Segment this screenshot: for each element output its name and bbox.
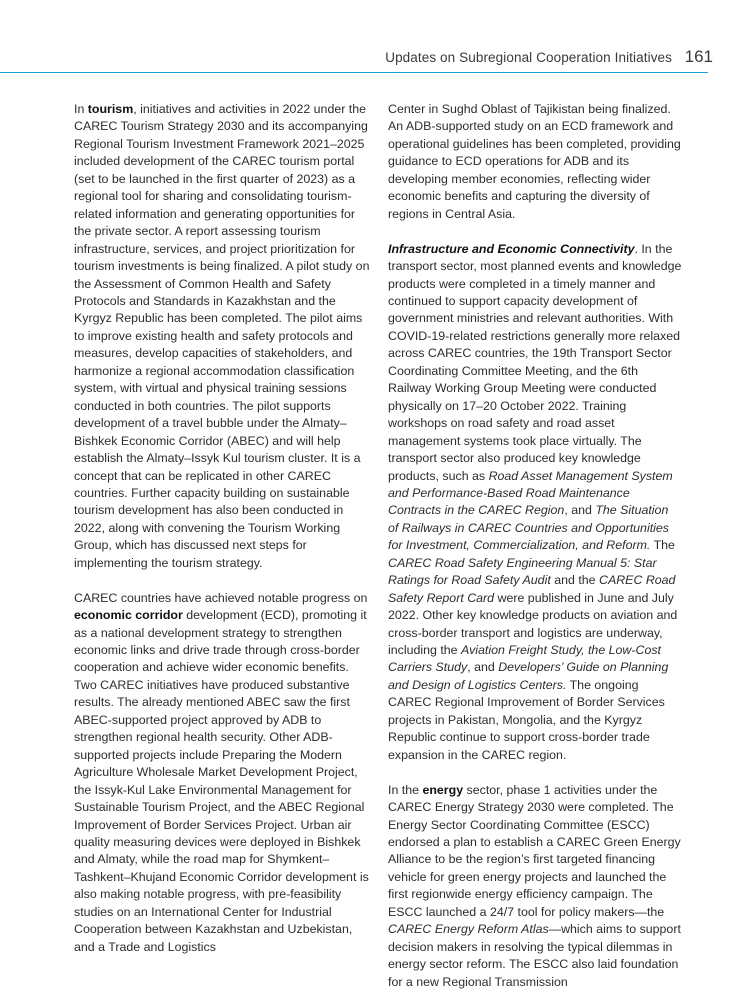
publication-title: CAREC Energy Reform Atlas (388, 922, 549, 937)
right-column (388, 101, 682, 991)
left-column (74, 101, 374, 956)
publication-title: The Situation of Railways in CAREC Countries and Opportunities for Investment, Commercialization, and Reform. (388, 503, 669, 553)
energy-paragraph: In the energy sector, phase 1 activities under the CAREC Energy Strategy 2030 were completed. The Energy Sector Coordinating Committee (ESCC) endorsed a plan to establish a CAREC Green Energy Alliance to be the region’s first targeted financing vehicle for green energy projects and launched the first regionwide energy efficiency campaign. The ESCC launched a 24/7 tool for policy makers—the CAREC Energy Reform Atlas—which aims to support decision makers in resolving the typical dilemmas in energy sector reform. The ESCC also laid foundation for a new Regional Transmission (388, 782, 681, 989)
term-energy: energy (422, 782, 464, 797)
publication-title: CAREC Road Safety Report Card (388, 573, 676, 605)
economic-corridor-paragraph: CAREC countries have achieved notable progress on economic corridor development (ECD), promoting it as a national development strategy to strengthen economic links and drive trade through cross-border cooperation and achieve wider economic benefits. Two CAREC initiatives have produced substantive results. The already mentioned ABEC saw the first ABEC-supported project approved by ADB to strengthen regional health security. Other ADB-supported projects include Preparing the Modern Agriculture Wholesale Market Development Project, the Issyk-Kul Lake Environmental Management for Sustainable Tourism Project, and the ABEC Regional Improvement of Border Services Project. Urban air quality measuring devices were deployed in Bishkek and Almaty, while the road map for Shymkent–Tashkent–Khujand Economic Corridor development is also making notable progress, with pre-feasibility studies on an International Center for Industrial Cooperation between Kazakhstan and Uzbekistan, and a Trade and Logistics (74, 590, 369, 954)
infrastructure-heading: Infrastructure and Economic Connectivity (388, 241, 635, 256)
tourism-paragraph: In tourism, initiatives and activities in 2022 under the CAREC Tourism Strategy 2030 and its accompanying Regional Tourism Investment Framework 2021–2025 included development of the CAREC tourism portal (set to be launched in the first quarter of 2023) as a regional tool for sharing and consolidating tourism-related information and generating opportunities for the private sector. A report assessing tourism infrastructure, services, and project prioritization for tourism investments is being finalized. A pilot study on the Assessment of Common Health and Safety Protocols and Standards in Kazakhstan and the Kyrgyz Republic has been completed. The pilot aims to improve existing health and safety protocols and measures, develop capacities of stakeholders, and harmonize a regional accommodation classification system, with virtual and physical training sessions conducted in both countries. The pilot supports development of a travel bubble under the Almaty–Bishkek Economic Corridor (ABEC) and will help establish the Almaty–Issyk Kul tourism cluster. It is a concept that can be replicated in other CAREC countries. Further capacity building on sustainable tourism development has also been conducted in 2022, along with convening the Tourism Working Group, which has discussed next steps for implementing the tourism strategy. (74, 102, 370, 570)
publication-title: Aviation Freight Study, the Low-Cost Carriers Study (388, 643, 661, 675)
header-rule (0, 72, 708, 73)
infrastructure-paragraph: Infrastructure and Economic Connectivity. In the transport sector, most planned events and knowledge products were completed in a timely manner and continued to support capacity development of government ministries and relevant authorities. With COVID-19-related restrictions generally more relaxed across CAREC countries, the 19th Transport Sector Coordinating Committee Meeting, and the 6th Railway Working Group Meeting were conducted physically on 17–20 October 2022. Training workshops on road safety and road asset management systems took place virtually. The transport sector also produced key knowledge products, such as Road Asset Management System and Performance-Based Road Maintenance Contracts in the CAREC Region, and The Situation of Railways in CAREC Countries and Opportunities for Investment, Commercialization, and Reform. The CAREC Road Safety Engineering Manual 5: Star Ratings for Road Safety Audit and the CAREC Road Safety Report Card were published in June and July 2022. Other key knowledge products on aviation and cross-border transport and logistics are underway, including the Aviation Freight Study, the Low-Cost Carriers Study, and Developers’ Guide on Planning and Design of Logistics Centers. The ongoing CAREC Regional Improvement of Border Services projects in Pakistan, Mongolia, and the Kyrgyz Republic continue to support cross-border trade expansion in the CAREC region. (388, 241, 682, 762)
running-header-title: Updates on Subregional Cooperation Initiatives (385, 50, 672, 65)
publication-title: Road Asset Management System and Performance-Based Road Maintenance Contracts in the CAREC Region (388, 468, 673, 518)
term-economic-corridor: economic corridor (74, 608, 183, 623)
page-header (0, 0, 750, 74)
ecd-continuation-paragraph: Center in Sughd Oblast of Tajikistan being finalized. An ADB-supported study on an ECD framework and operational guidelines has been completed, providing guidance to ECD operations for ADB and its developing member economies, reflecting wider economic benefits and capturing the diversity of regions in Central Asia. (388, 102, 681, 221)
term-tourism: tourism (87, 102, 134, 116)
publication-title: Developers’ Guide on Planning and Design of Logistics Centers. (388, 660, 669, 692)
page-number: 161 (684, 47, 713, 66)
publication-title: CAREC Road Safety Engineering Manual 5: Star Ratings for Road Safety Audit (388, 555, 657, 588)
